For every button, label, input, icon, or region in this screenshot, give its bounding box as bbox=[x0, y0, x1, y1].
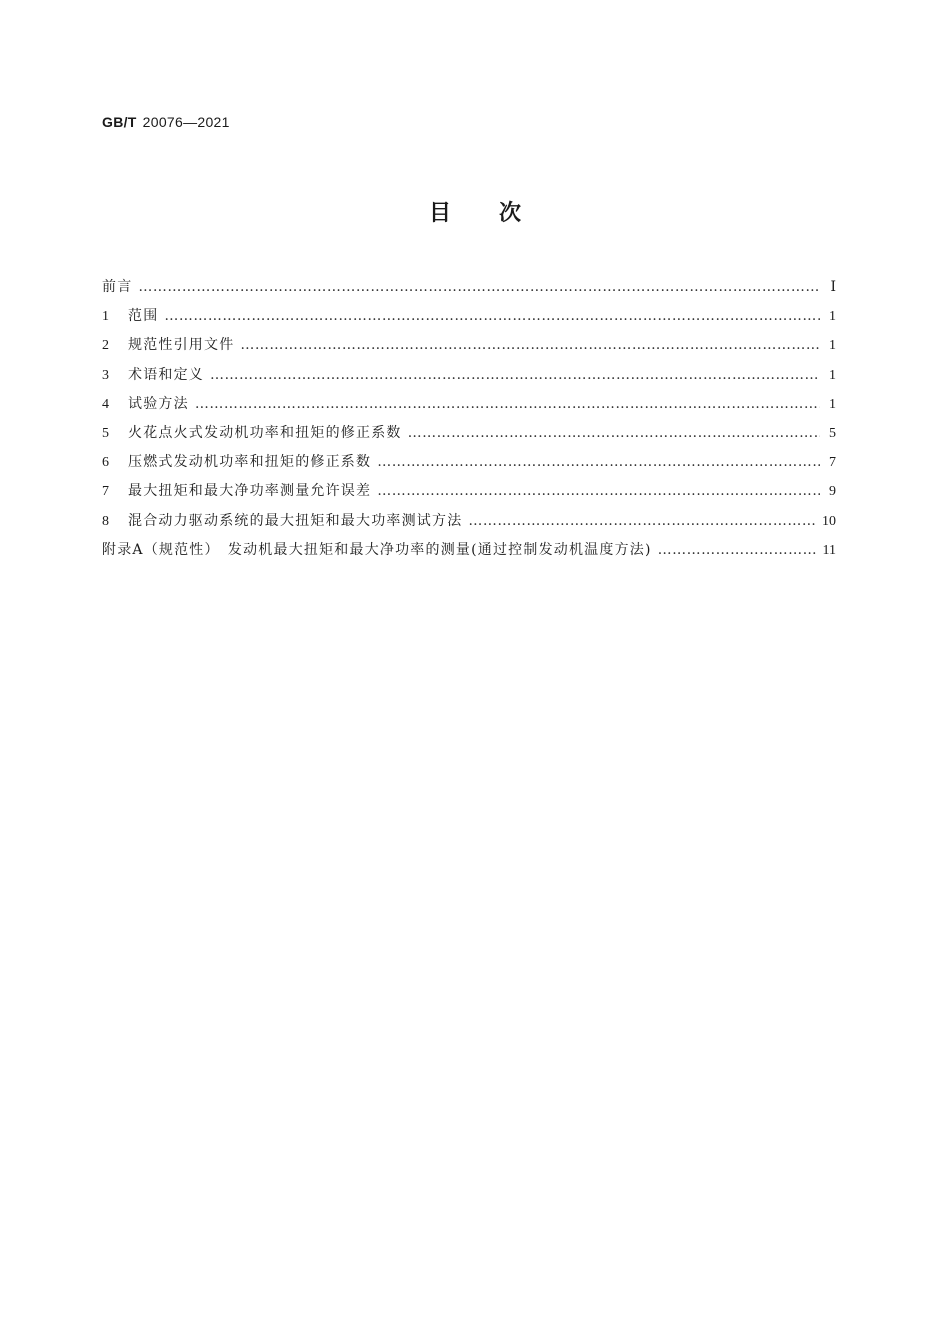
standard-code bbox=[102, 114, 230, 131]
toc-item-2[interactable] bbox=[102, 334, 836, 363]
toc-item-7[interactable] bbox=[102, 480, 836, 509]
toc-item-3[interactable] bbox=[102, 364, 836, 393]
toc-item-number: 2 bbox=[102, 338, 109, 354]
toc-leader bbox=[468, 513, 816, 529]
toc-leader bbox=[138, 279, 820, 295]
page-title: 目次 bbox=[428, 201, 569, 226]
toc-item-6[interactable] bbox=[102, 451, 836, 480]
toc-item-number: 4 bbox=[102, 396, 109, 412]
toc-item-number: 5 bbox=[102, 425, 109, 441]
toc-leader bbox=[240, 337, 820, 353]
toc-item-number: 3 bbox=[102, 367, 109, 383]
toc-item-page: 7 bbox=[829, 455, 836, 471]
toc-item-title: 术语和定义 bbox=[128, 366, 204, 383]
toc-leader bbox=[377, 483, 820, 499]
toc-leader bbox=[658, 542, 817, 558]
toc-item-page: 1 bbox=[829, 309, 836, 325]
toc-item-title: 火花点火式发动机功率和扭矩的修正系数 bbox=[128, 424, 402, 441]
toc-item-title: 范围 bbox=[128, 308, 159, 325]
toc-item-page: 1 bbox=[829, 367, 836, 383]
toc-item-number: 7 bbox=[102, 484, 109, 500]
standard-number: 20076—2021 bbox=[142, 114, 230, 130]
toc-item-title: 试验方法 bbox=[128, 395, 189, 412]
toc-item-number: 8 bbox=[102, 513, 109, 529]
toc-item-title: 前言 bbox=[102, 279, 133, 295]
toc-item-page: 1 bbox=[829, 396, 836, 412]
toc-item-number: 6 bbox=[102, 455, 109, 471]
toc-leader bbox=[195, 396, 820, 412]
toc-item-title: 最大扭矩和最大净功率测量允许误差 bbox=[128, 483, 372, 500]
toc-item-4[interactable] bbox=[102, 393, 836, 422]
toc-item-page: 11 bbox=[822, 542, 836, 558]
toc-item-1[interactable] bbox=[102, 305, 836, 334]
toc-item-appendix-a[interactable] bbox=[102, 539, 836, 568]
toc-item-8[interactable] bbox=[102, 510, 836, 539]
toc-item-page: 1 bbox=[829, 338, 836, 354]
toc-item-foreword[interactable] bbox=[102, 276, 836, 305]
toc-leader bbox=[210, 367, 820, 383]
toc-item-title: 附录A（规范性） 发动机最大扭矩和最大净功率的测量(通过控制发动机温度方法) bbox=[102, 541, 652, 558]
toc-item-page: Ⅰ bbox=[830, 280, 836, 295]
toc-item-page: 5 bbox=[829, 425, 836, 441]
toc-item-page: 10 bbox=[822, 513, 836, 529]
toc-item-page: 9 bbox=[829, 484, 836, 500]
toc-leader bbox=[377, 454, 820, 470]
toc-item-5[interactable] bbox=[102, 422, 836, 451]
toc-item-title: 混合动力驱动系统的最大扭矩和最大功率测试方法 bbox=[128, 512, 463, 529]
toc-leader bbox=[164, 308, 820, 324]
toc-item-title: 压燃式发动机功率和扭矩的修正系数 bbox=[128, 454, 372, 471]
standard-prefix: GB/T bbox=[102, 114, 137, 130]
toc-item-title: 规范性引用文件 bbox=[128, 337, 235, 354]
table-of-contents bbox=[102, 276, 836, 568]
toc-item-number: 1 bbox=[102, 309, 109, 325]
toc-leader bbox=[408, 425, 820, 441]
